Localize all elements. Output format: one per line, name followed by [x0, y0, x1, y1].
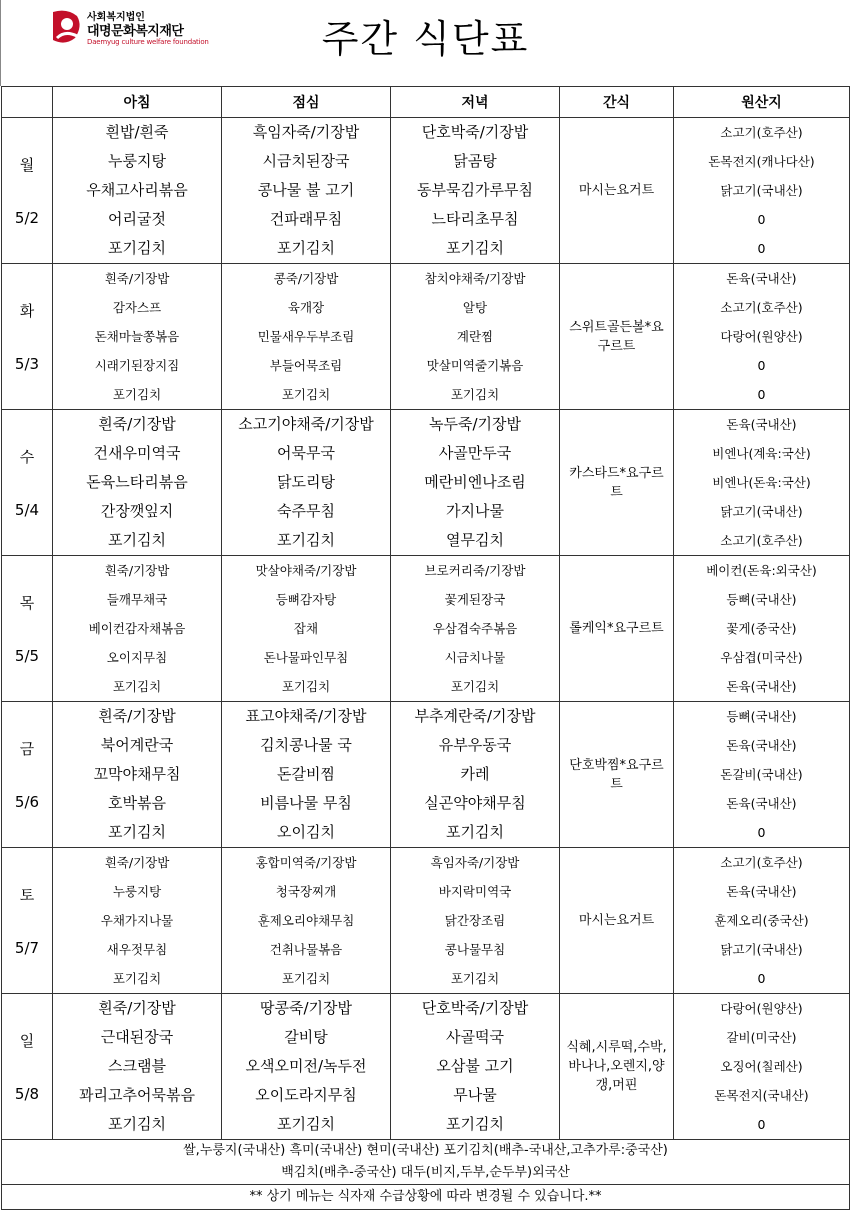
- breakfast-item: 꽈리고추어묵볶음: [79, 1086, 195, 1104]
- lunch-item: 포기김치: [277, 531, 335, 549]
- origin-item: 돈육(국내산): [726, 417, 797, 432]
- snack-text: 롤케익*요구르트: [569, 621, 664, 636]
- lunch-item: 육개장: [287, 300, 325, 315]
- breakfast-item: 흰죽/기장밥: [104, 563, 170, 578]
- lunch-item: 콩죽/기장밥: [273, 271, 339, 286]
- day-cell: [2, 118, 53, 264]
- dinner-item: 시금치나물: [444, 650, 506, 665]
- dinner-item: 메란비엔나조림: [424, 473, 526, 491]
- breakfast-item: 오이지무침: [106, 650, 168, 665]
- header-lunch: 점심: [222, 87, 391, 118]
- breakfast-cell: [53, 410, 222, 556]
- origin-item: 소고기(호주산): [720, 300, 803, 315]
- lunch-item: 훈제오리야채무침: [257, 913, 355, 928]
- breakfast-item: 건새우미역국: [93, 444, 181, 462]
- snack-text: 스위트골든볼*요구르트: [569, 319, 664, 354]
- origin-item: 비엔나(돈육:국산): [712, 475, 811, 490]
- breakfast-item: 어리굴젓: [108, 210, 166, 228]
- weekly-menu-table: [1, 86, 850, 1210]
- snack-text: 단호박찜*요구르트: [569, 757, 664, 792]
- dinner-item: 포기김치: [446, 823, 504, 841]
- lunch-cell: [222, 118, 391, 264]
- lunch-cell: [222, 410, 391, 556]
- breakfast-item: 흰죽/기장밥: [98, 999, 176, 1017]
- day-name: 수: [19, 448, 35, 466]
- lunch-item: 표고야채죽/기장밥: [245, 707, 367, 725]
- origin-item: 돈육(국내산): [726, 271, 797, 286]
- breakfast-item: 들깨무채국: [106, 592, 168, 607]
- dinner-cell: [391, 702, 560, 848]
- day-cell: [2, 848, 53, 994]
- snack-cell: [560, 994, 674, 1140]
- origin-item: 0: [757, 358, 766, 373]
- dinner-item: 열무김치: [446, 531, 504, 549]
- origin-cell: [674, 702, 850, 848]
- origin-item: 소고기(호주산): [720, 125, 803, 140]
- day-row: [2, 848, 850, 994]
- snack-cell: [560, 118, 674, 264]
- lunch-cell: [222, 848, 391, 994]
- origin-item: 등뼈(국내산): [726, 709, 797, 724]
- dinner-item: 콩나물무침: [444, 942, 506, 957]
- lunch-item: 부들어묵조림: [269, 358, 343, 373]
- day-name: 토: [19, 886, 35, 904]
- dinner-item: 포기김치: [450, 387, 500, 402]
- origin-item: 닭고기(국내산): [720, 504, 803, 519]
- dinner-item: 닭간장조림: [444, 913, 506, 928]
- origin-item: 0: [757, 387, 766, 402]
- origin-item: 0: [757, 971, 766, 986]
- day-date: 5/6: [14, 793, 40, 811]
- breakfast-item: 흰죽/기장밥: [104, 271, 170, 286]
- origin-item: 비엔나(계육:국산): [712, 446, 811, 461]
- breakfast-item: 꼬막야채무침: [93, 765, 181, 783]
- breakfast-item: 흰밥/흰죽: [105, 123, 169, 141]
- dinner-item: 단호박죽/기장밥: [421, 123, 529, 141]
- dinner-item: 맛살미역줄기볶음: [426, 358, 524, 373]
- dinner-item: 무나물: [453, 1086, 497, 1104]
- dinner-cell: [391, 118, 560, 264]
- day-date: 5/5: [14, 647, 40, 665]
- day-cell: [2, 994, 53, 1140]
- breakfast-item: 베이컨감자채볶음: [88, 621, 186, 636]
- dinner-cell: [391, 556, 560, 702]
- origin-item: 다랑어(원양산): [720, 329, 803, 344]
- lunch-cell: [222, 994, 391, 1140]
- breakfast-item: 포기김치: [108, 823, 166, 841]
- breakfast-item: 포기김치: [108, 531, 166, 549]
- breakfast-cell: [53, 264, 222, 410]
- day-row: [2, 118, 850, 264]
- dinner-item: 닭곰탕: [453, 152, 497, 170]
- header-breakfast: 아침: [53, 87, 222, 118]
- day-name: 목: [19, 594, 35, 612]
- dinner-item: 가지나물: [446, 502, 504, 520]
- snack-text: 마시는요거트: [578, 913, 655, 928]
- breakfast-item: 돈육느타리볶음: [86, 473, 188, 491]
- origin-note-line-1: 쌀,누룽지(국내산) 흑미(국내산) 현미(국내산) 포기김치(배추-국내산,고추가루:중국산): [183, 1143, 668, 1158]
- breakfast-cell: [53, 556, 222, 702]
- lunch-cell: [222, 556, 391, 702]
- dinner-item: 브로커리죽/기장밥: [424, 563, 526, 578]
- origin-item: 훈제오리(중국산): [714, 913, 809, 928]
- origin-cell: [674, 118, 850, 264]
- day-row: [2, 264, 850, 410]
- day-name: 일: [19, 1032, 35, 1050]
- dinner-item: 포기김치: [450, 971, 500, 986]
- breakfast-item: 누룽지탕: [112, 884, 162, 899]
- snack-cell: [560, 848, 674, 994]
- header-origin: 원산지: [674, 87, 850, 118]
- day-row: [2, 410, 850, 556]
- lunch-item: 오색오미전/녹두전: [245, 1057, 367, 1075]
- dinner-item: 오삼불 고기: [436, 1057, 514, 1075]
- breakfast-item: 누룽지탕: [108, 152, 166, 170]
- snack-text: 마시는요거트: [578, 183, 655, 198]
- day-name: 월: [19, 156, 35, 174]
- breakfast-item: 스크램블: [108, 1057, 166, 1075]
- day-cell: [2, 410, 53, 556]
- dinner-item: 동부묵김가루무침: [417, 181, 533, 199]
- dinner-cell: [391, 994, 560, 1140]
- dinner-item: 사골떡국: [446, 1028, 504, 1046]
- lunch-item: 잡채: [293, 621, 319, 636]
- origin-cell: [674, 848, 850, 994]
- origin-item: 돈목전지(국내산): [714, 1088, 809, 1103]
- origin-item: 오징어(칠레산): [720, 1059, 803, 1074]
- header-dinner: 저녁: [391, 87, 560, 118]
- dinner-item: 꽃게된장국: [444, 592, 506, 607]
- dinner-item: 느타리초무침: [431, 210, 519, 228]
- breakfast-item: 근대된장국: [100, 1028, 174, 1046]
- lunch-item: 숙주무침: [277, 502, 335, 520]
- dinner-item: 계란찜: [456, 329, 494, 344]
- lunch-cell: [222, 702, 391, 848]
- breakfast-cell: [53, 848, 222, 994]
- origin-item: 돈육(국내산): [726, 679, 797, 694]
- origin-cell: [674, 264, 850, 410]
- breakfast-item: 우채고사리볶음: [86, 181, 188, 199]
- day-cell: [2, 702, 53, 848]
- day-cell: [2, 264, 53, 410]
- menu-body: [2, 118, 850, 1140]
- breakfast-item: 호박볶음: [108, 794, 166, 812]
- notice-row: [2, 1185, 850, 1210]
- dinner-cell: [391, 264, 560, 410]
- dinner-item: 유부우동국: [438, 736, 512, 754]
- dinner-item: 사골만두국: [438, 444, 512, 462]
- snack-cell: [560, 702, 674, 848]
- header-day: [2, 87, 53, 118]
- dinner-item: 흑임자죽/기장밥: [430, 855, 520, 870]
- origin-item: 돈갈비(국내산): [720, 767, 803, 782]
- day-name: 금: [19, 740, 35, 758]
- origin-cell: [674, 994, 850, 1140]
- lunch-item: 청국장찌개: [275, 884, 337, 899]
- day-row: [2, 702, 850, 848]
- origin-item: 0: [757, 212, 766, 227]
- origin-item: 돈육(국내산): [726, 796, 797, 811]
- dinner-item: 우삼겹숙주볶음: [432, 621, 518, 636]
- origin-item: 돈육(국내산): [726, 884, 797, 899]
- dinner-item: 알탕: [462, 300, 488, 315]
- dinner-item: 참치야채죽/기장밥: [424, 271, 526, 286]
- origin-item: 0: [757, 825, 766, 840]
- lunch-item: 맛살야채죽/기장밥: [255, 563, 357, 578]
- snack-cell: [560, 556, 674, 702]
- origin-item: 꽃게(중국산): [726, 621, 797, 636]
- snack-cell: [560, 264, 674, 410]
- lunch-item: 비름나물 무침: [260, 794, 352, 812]
- lunch-item: 포기김치: [281, 971, 331, 986]
- page-title: 주간 식단표: [321, 17, 530, 61]
- breakfast-cell: [53, 994, 222, 1140]
- lunch-item: 김치콩나물 국: [260, 736, 352, 754]
- page-header: [0, 0, 850, 86]
- dinner-cell: [391, 410, 560, 556]
- origin-item: 0: [757, 1117, 766, 1132]
- lunch-item: 오이도라지무침: [255, 1086, 357, 1104]
- breakfast-cell: [53, 118, 222, 264]
- dinner-item: 실곤약야채무침: [424, 794, 526, 812]
- dinner-item: 바지락미역국: [438, 884, 512, 899]
- breakfast-item: 간장깻잎지: [100, 502, 174, 520]
- snack-cell: [560, 410, 674, 556]
- origin-item: 우삼겹(미국산): [720, 650, 803, 665]
- origin-item: 베이컨(돈육:외국산): [706, 563, 817, 578]
- lunch-item: 등뼈감자탕: [275, 592, 337, 607]
- dinner-item: 단호박죽/기장밥: [421, 999, 529, 1017]
- org-english-name: Daemyug culture welfare foundation: [87, 38, 209, 46]
- day-row: [2, 556, 850, 702]
- header-snack: 간식: [560, 87, 674, 118]
- breakfast-item: 북어계란국: [100, 736, 174, 754]
- origin-item: 소고기(호주산): [720, 855, 803, 870]
- lunch-item: 건취나물볶음: [269, 942, 343, 957]
- lunch-item: 갈비탕: [284, 1028, 328, 1046]
- breakfast-cell: [53, 702, 222, 848]
- origin-item: 닭고기(국내산): [720, 942, 803, 957]
- lunch-item: 흑임자죽/기장밥: [252, 123, 360, 141]
- breakfast-item: 포기김치: [112, 971, 162, 986]
- origin-item: 돈육(국내산): [726, 738, 797, 753]
- table-header-row: [2, 87, 850, 118]
- lunch-item: 돈갈비찜: [277, 765, 335, 783]
- lunch-item: 땅콩죽/기장밥: [260, 999, 352, 1017]
- lunch-item: 닭도리탕: [277, 473, 335, 491]
- breakfast-item: 흰죽/기장밥: [98, 707, 176, 725]
- breakfast-item: 포기김치: [108, 1115, 166, 1133]
- dinner-item: 포기김치: [446, 1115, 504, 1133]
- breakfast-item: 감자스프: [112, 300, 162, 315]
- lunch-item: 어묵무국: [277, 444, 335, 462]
- org-name: 대명문화복지재단: [87, 24, 184, 39]
- lunch-item: 민물새우두부조림: [257, 329, 355, 344]
- origin-item: 0: [757, 241, 766, 256]
- origin-cell: [674, 556, 850, 702]
- snack-text: 카스타드*요구르트: [569, 465, 664, 500]
- origin-item: 돈목전지(캐나다산): [708, 154, 815, 169]
- origin-item: 닭고기(국내산): [720, 183, 803, 198]
- day-date: 5/7: [14, 939, 40, 957]
- day-date: 5/2: [14, 209, 40, 227]
- breakfast-item: 포기김치: [108, 239, 166, 257]
- org-type-label: 사회복지법인: [87, 12, 145, 23]
- origin-cell: [674, 410, 850, 556]
- origin-item: 갈비(미국산): [726, 1030, 797, 1045]
- origin-item: 다랑어(원양산): [720, 1001, 803, 1016]
- day-date: 5/4: [14, 501, 40, 519]
- dinner-item: 녹두죽/기장밥: [429, 415, 521, 433]
- dinner-item: 부추계란죽/기장밥: [414, 707, 536, 725]
- day-row: [2, 994, 850, 1140]
- breakfast-item: 새우젓무침: [106, 942, 168, 957]
- lunch-item: 오이김치: [277, 823, 335, 841]
- origin-notes-row: [2, 1140, 850, 1185]
- lunch-item: 포기김치: [281, 679, 331, 694]
- dinner-cell: [391, 848, 560, 994]
- origin-notes: [2, 1140, 850, 1185]
- change-notice: ** 상기 메뉴는 식자재 수급상황에 따라 변경될 수 있습니다.**: [2, 1185, 850, 1210]
- lunch-item: 포기김치: [277, 1115, 335, 1133]
- breakfast-item: 흰죽/기장밥: [104, 855, 170, 870]
- lunch-cell: [222, 264, 391, 410]
- lunch-item: 콩나물 불 고기: [257, 181, 355, 199]
- day-name: 화: [19, 302, 35, 320]
- day-date: 5/3: [14, 355, 40, 373]
- day-date: 5/8: [14, 1085, 40, 1103]
- lunch-item: 포기김치: [277, 239, 335, 257]
- origin-item: 등뼈(국내산): [726, 592, 797, 607]
- lunch-item: 포기김치: [281, 387, 331, 402]
- dinner-item: 카레: [460, 765, 490, 783]
- day-cell: [2, 556, 53, 702]
- dinner-item: 포기김치: [450, 679, 500, 694]
- origin-item: 소고기(호주산): [720, 533, 803, 548]
- breakfast-item: 돈채마늘쫑볶음: [94, 329, 180, 344]
- dinner-item: 포기김치: [446, 239, 504, 257]
- lunch-item: 소고기야채죽/기장밥: [238, 415, 374, 433]
- breakfast-item: 포기김치: [112, 387, 162, 402]
- breakfast-item: 포기김치: [112, 679, 162, 694]
- lunch-item: 건파래무침: [269, 210, 343, 228]
- lunch-item: 홍합미역죽/기장밥: [255, 855, 357, 870]
- lunch-item: 시금치된장국: [262, 152, 350, 170]
- breakfast-item: 흰죽/기장밥: [98, 415, 176, 433]
- breakfast-item: 시래기된장지짐: [94, 358, 180, 373]
- lunch-item: 돈나물파인무침: [263, 650, 349, 665]
- origin-note-line-2: 백김치(배추-중국산) 대두(비지,두부,순두부)외국산: [281, 1165, 570, 1180]
- breakfast-item: 우채가지나물: [100, 913, 174, 928]
- snack-text: 식혜,시루떡,수박,바나나,오렌지,양갱,머핀: [566, 1040, 667, 1093]
